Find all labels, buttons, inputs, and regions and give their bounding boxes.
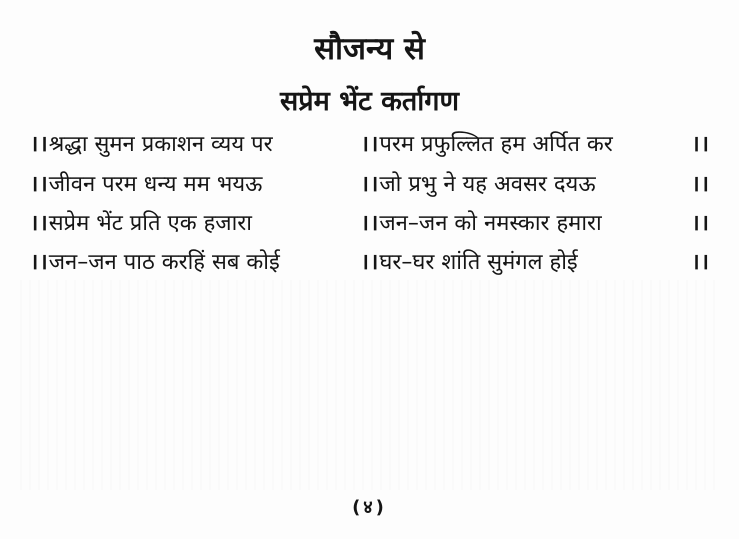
page-subtitle: सप्रेम भेंट कर्तागण — [280, 86, 459, 117]
verse-separator: ।। — [30, 172, 49, 197]
verse-separator: ।। — [30, 132, 49, 157]
verse-right-half: जो प्रभु ने यह अवसर दयऊ — [379, 172, 596, 197]
verse-right-half: जन–जन को नमस्कार हमारा — [379, 211, 602, 236]
verse-line — [30, 252, 710, 274]
verse-separator: ।। — [360, 172, 380, 197]
verse-separator: ।। — [360, 211, 380, 236]
verse-separator: ।। — [691, 250, 710, 275]
verse-line — [30, 174, 710, 196]
verse-right-half: परम प्रफुल्लित हम अर्पित कर — [379, 132, 613, 157]
verse-left-half: श्रद्धा सुमन प्रकाशन व्यय पर — [48, 132, 273, 157]
verse-left-half: जीवन परम धन्य मम भयऊ — [48, 172, 263, 197]
verse-separator: ।। — [30, 211, 49, 236]
verse-left-half: जन–जन पाठ करहिं सब कोई — [48, 250, 280, 275]
verse-separator: ।। — [30, 250, 49, 275]
verse-separator: ।। — [691, 211, 710, 236]
page-title: सौजन्य से — [314, 31, 425, 67]
verse-separator: ।। — [691, 172, 710, 197]
verse-line — [30, 134, 710, 156]
verse-left-half: सप्रेम भेंट प्रति एक हजारा — [48, 211, 252, 236]
verse-separator: ।। — [360, 250, 380, 275]
paper-show-through — [20, 280, 719, 490]
verse-right-half: घर–घर शांति सुमंगल होई — [379, 250, 578, 275]
verse-separator: ।। — [360, 132, 380, 157]
page-number: (४) — [352, 497, 387, 518]
verse-separator: ।। — [691, 132, 710, 157]
verse-line — [30, 213, 710, 235]
